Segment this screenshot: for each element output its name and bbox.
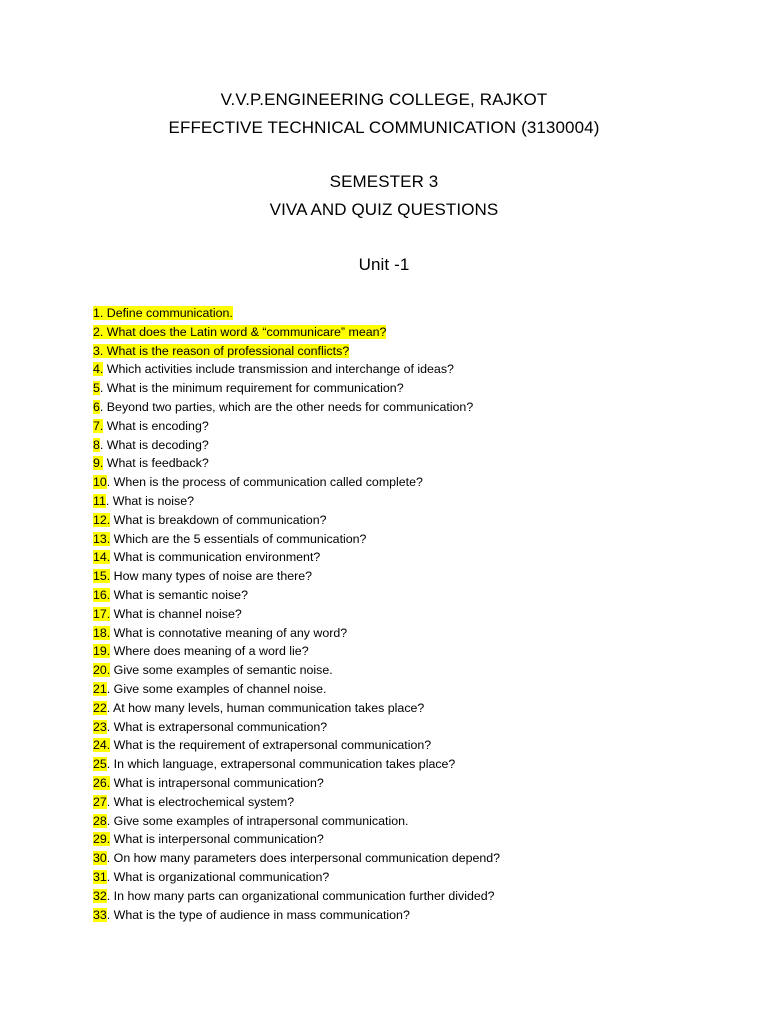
- subject-title: EFFECTIVE TECHNICAL COMMUNICATION (3130004): [168, 118, 600, 137]
- question-number-highlight: 5: [93, 381, 100, 396]
- question-text: What is communication environment?: [110, 550, 321, 565]
- question-item: [93, 755, 733, 774]
- question-text: . What is the type of audience in mass communication?: [106, 907, 410, 922]
- question-number-highlight: 25: [93, 757, 107, 772]
- question-text: Where does meaning of a word lie?: [110, 644, 309, 659]
- question-number-highlight: 10: [93, 475, 107, 490]
- question-text: . What is the minimum requirement for communication?: [99, 381, 404, 396]
- question-item: [93, 548, 733, 567]
- question-text: What is intrapersonal communication?: [110, 775, 324, 790]
- question-text: . Give some examples of channel noise.: [106, 681, 327, 696]
- question-list: [93, 304, 733, 924]
- question-text: What is channel noise?: [110, 606, 242, 621]
- question-text: . On how many parameters does interpersonal communication depend?: [106, 851, 501, 866]
- question-text: . What is electrochemical system?: [106, 794, 295, 809]
- question-item: [93, 774, 733, 793]
- question-number-highlight: 23: [93, 719, 107, 734]
- question-number-highlight: 11: [93, 493, 106, 508]
- question-item: [93, 868, 733, 887]
- question-number-highlight: 12.: [93, 512, 111, 527]
- question-item: [93, 417, 733, 436]
- question-number-highlight: 1. Define communication.: [93, 306, 233, 320]
- question-number-highlight: 8: [93, 437, 100, 452]
- question-item: [93, 793, 733, 812]
- question-number-highlight: 24.: [93, 738, 111, 753]
- question-item: [93, 680, 733, 699]
- question-item: [93, 398, 733, 417]
- question-item: [93, 379, 733, 398]
- question-text: What is encoding?: [103, 418, 209, 433]
- question-text: . What is decoding?: [99, 437, 209, 452]
- question-item: [93, 661, 733, 680]
- semester-label: SEMESTER 3: [329, 172, 439, 191]
- question-item: [93, 605, 733, 624]
- question-item: [93, 699, 733, 718]
- question-item: [93, 473, 733, 492]
- question-item: [93, 830, 733, 849]
- question-item: [93, 906, 733, 925]
- question-number-highlight: 21: [93, 681, 107, 696]
- question-text: How many types of noise are there?: [110, 569, 313, 584]
- question-text: . Beyond two parties, which are the other needs for communication?: [99, 399, 474, 414]
- question-item: [93, 642, 733, 661]
- question-text: . What is extrapersonal communication?: [106, 719, 328, 734]
- question-number-highlight: 17.: [93, 606, 111, 621]
- question-item: [93, 436, 733, 455]
- question-text: What is connotative meaning of any word?: [110, 625, 348, 640]
- question-text: Which activities include transmission and interchange of ideas?: [103, 362, 454, 377]
- question-number-highlight: 33: [93, 907, 107, 922]
- question-text: . What is noise?: [105, 493, 195, 508]
- question-number-highlight: 18.: [93, 625, 111, 640]
- question-number-highlight: 30: [93, 851, 107, 866]
- question-text: . At how many levels, human communication takes place?: [106, 700, 425, 715]
- section-title: VIVA AND QUIZ QUESTIONS: [269, 200, 499, 219]
- question-number-highlight: 14.: [93, 550, 111, 565]
- question-item: [93, 492, 733, 511]
- question-text: . What is organizational communication?: [106, 869, 330, 884]
- question-text: What is breakdown of communication?: [110, 512, 327, 527]
- question-text: Give some examples of semantic noise.: [110, 663, 333, 678]
- question-number-highlight: 22: [93, 700, 107, 715]
- question-text: What is feedback?: [103, 456, 209, 471]
- question-number-highlight: 27: [93, 794, 107, 809]
- question-number-highlight: 26.: [93, 775, 111, 790]
- question-text: . In how many parts can organizational communication further divided?: [106, 888, 495, 903]
- question-text: . When is the process of communication called complete?: [106, 475, 423, 490]
- question-number-highlight: 15.: [93, 569, 111, 584]
- question-item: [93, 454, 733, 473]
- question-text: What is interpersonal communication?: [110, 832, 324, 847]
- question-text: . Give some examples of intrapersonal communication.: [106, 813, 409, 828]
- question-number-highlight: 6: [93, 399, 100, 414]
- question-item: [93, 530, 733, 549]
- question-item: [93, 736, 733, 755]
- question-item: [93, 360, 733, 379]
- question-text: What is the requirement of extrapersonal communication?: [110, 738, 432, 753]
- question-item: [93, 323, 733, 342]
- question-text: . In which language, extrapersonal communication takes place?: [106, 757, 456, 772]
- question-item: [93, 849, 733, 868]
- question-number-highlight: 32: [93, 888, 107, 903]
- question-number-highlight: 13.: [93, 531, 111, 546]
- question-number-highlight: 2. What does the Latin word & “communicare” mean?: [93, 324, 387, 339]
- question-number-highlight: 7.: [93, 418, 104, 433]
- question-text: Which are the 5 essentials of communication?: [110, 531, 367, 546]
- question-number-highlight: 20.: [93, 663, 111, 678]
- question-number-highlight: 29.: [93, 832, 111, 847]
- question-number-highlight: 16.: [93, 587, 111, 602]
- college-name: V.V.P.ENGINEERING COLLEGE, RAJKOT: [220, 90, 548, 109]
- question-item: [93, 511, 733, 530]
- question-item: [93, 567, 733, 586]
- question-item: [93, 812, 733, 831]
- question-number-highlight: 31: [93, 869, 107, 884]
- unit-label: Unit -1: [358, 255, 410, 274]
- question-number-highlight: 9.: [93, 456, 104, 471]
- question-item: [93, 718, 733, 737]
- question-item: [93, 624, 733, 643]
- question-number-highlight: 3. What is the reason of professional conflicts?: [93, 343, 350, 358]
- question-text: What is semantic noise?: [110, 587, 248, 602]
- question-number-highlight: 28: [93, 813, 107, 828]
- question-number-highlight: 19.: [93, 644, 111, 659]
- question-item: [93, 586, 733, 605]
- question-item: [93, 887, 733, 906]
- question-item: [93, 304, 733, 323]
- question-item: [93, 342, 733, 361]
- question-number-highlight: 4.: [93, 362, 104, 377]
